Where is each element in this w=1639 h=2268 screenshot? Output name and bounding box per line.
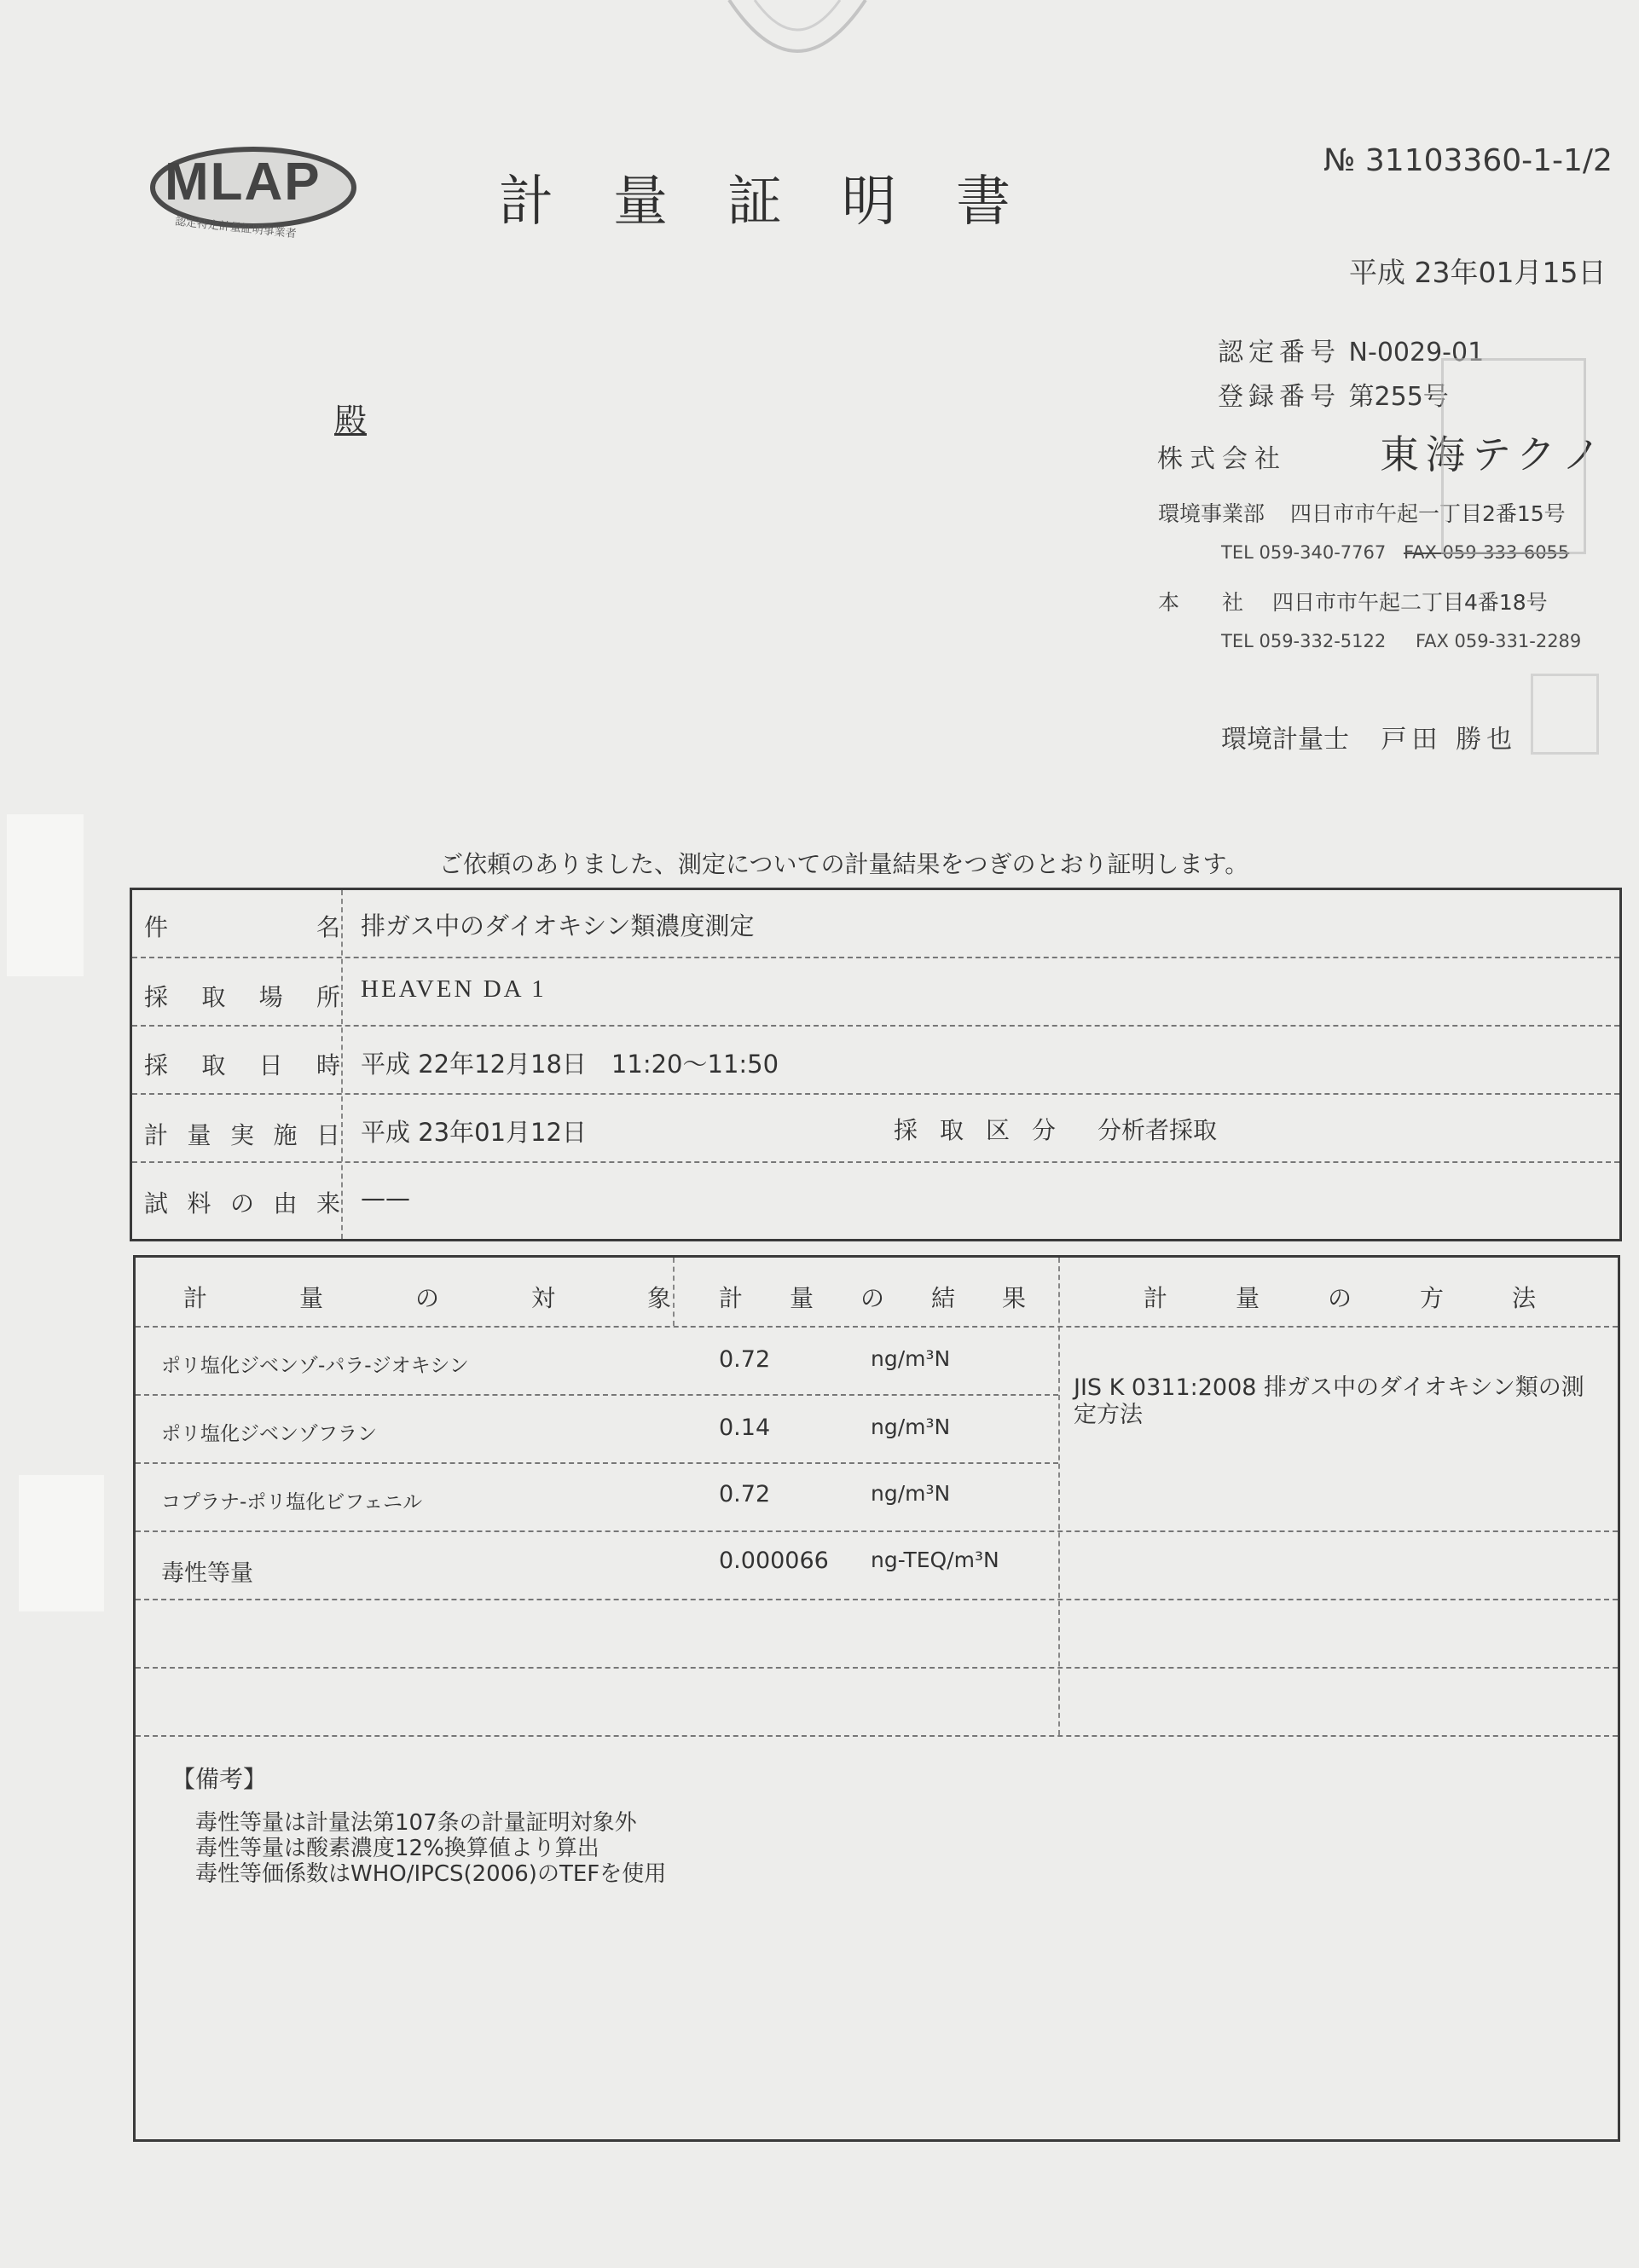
- header-result: 計量の結果: [719, 1284, 1026, 1312]
- result-target: コプラナ-ポリ塩化ビフェニル: [161, 1491, 423, 1513]
- company-seal: [1441, 358, 1586, 554]
- head-office-fax: FAX 059-331-2289: [1415, 631, 1582, 651]
- summary-row: [132, 1095, 1619, 1163]
- result-target: ポリ塩化ジベンゾ-パラ-ジオキシン: [161, 1355, 469, 1377]
- intro-text: ご依頼のありました、測定についての計量結果をつぎのとおり証明します。: [439, 850, 1249, 878]
- header-method: 計量の方法: [1144, 1284, 1536, 1312]
- paper-patch: [7, 814, 84, 976]
- registration-number-label: 登録番号: [1218, 382, 1341, 412]
- page-title: 計量証明書: [499, 171, 1070, 234]
- column-divider: [1058, 1258, 1060, 1735]
- addressee: 殿: [334, 402, 368, 439]
- summary-label: 試料の由来: [144, 1189, 340, 1218]
- row-divider: [136, 1599, 1618, 1600]
- summary-value: HEAVEN DA 1: [361, 975, 547, 1003]
- row-divider: [136, 1462, 1058, 1464]
- summary-label: 採取場所: [144, 983, 340, 1011]
- remarks-heading: 【備考】: [171, 1765, 268, 1793]
- result-unit: ng-TEQ/m³N: [871, 1548, 999, 1572]
- summary-value: 平成 23年01月12日: [361, 1118, 587, 1147]
- sampling-class-label: 採取区分: [894, 1116, 1056, 1144]
- remark-line: 毒性等価係数はWHO/IPCS(2006)のTEFを使用: [195, 1861, 667, 1887]
- company-name: 東海テクノ: [1380, 431, 1608, 477]
- result-value: 0.14: [719, 1415, 771, 1441]
- row-divider: [136, 1326, 1618, 1328]
- remark-line: 毒性等量は酸素濃度12%換算値より算出: [195, 1836, 599, 1861]
- summary-row: [132, 958, 1619, 1027]
- result-unit: ng/m³N: [871, 1415, 951, 1439]
- result-unit: ng/m³N: [871, 1346, 951, 1371]
- head-office-address: 四日市市午起二丁目4番18号: [1271, 590, 1548, 615]
- summary-value: ——: [361, 1183, 410, 1212]
- logo-caption: 認定特定計量証明事業者: [174, 215, 298, 241]
- result-target: 毒性等量: [161, 1560, 253, 1587]
- summary-row: [132, 890, 1619, 958]
- issue-date: 平成 23年01月15日: [1349, 256, 1607, 289]
- certificate-number-value: 31103360-1-1/2: [1364, 143, 1613, 178]
- result-value: 0.000066: [719, 1548, 829, 1574]
- summary-label: 件名: [144, 913, 340, 941]
- result-target: ポリ塩化ジベンゾフラン: [161, 1423, 377, 1445]
- measurer: [1221, 718, 1517, 755]
- row-divider: [136, 1667, 1618, 1669]
- row-divider: [136, 1735, 1618, 1737]
- logo-text: MLAP: [165, 153, 321, 211]
- punch-mark: [721, 0, 874, 77]
- row-divider: [136, 1394, 1058, 1396]
- env-dept-fax: FAX 059-333-6055: [1403, 542, 1570, 563]
- certificate-number-prefix: №: [1323, 143, 1356, 178]
- measurer-name: 戸田 勝也: [1381, 725, 1518, 755]
- head-office-tel: TEL 059-332-5122: [1221, 631, 1387, 651]
- registration-number: [1218, 375, 1449, 413]
- env-dept-address: 四日市市午起一丁目2番15号: [1289, 501, 1566, 526]
- summary-label: 計量実施日: [144, 1121, 340, 1149]
- head-office: [1158, 586, 1548, 616]
- head-office-contact: [1221, 631, 1581, 651]
- measurement-method: JIS K 0311:2008 排ガス中のダイオキシン類の測定方法: [1074, 1374, 1584, 1428]
- company-prefix: 株式会社: [1157, 444, 1287, 474]
- env-dept-label: 環境事業部: [1158, 501, 1265, 526]
- summary-row: [132, 1163, 1619, 1241]
- mlap-logo: [149, 143, 362, 246]
- summary-row: [132, 1027, 1619, 1095]
- summary-value: 平成 22年12月18日 11:20～11:50: [361, 1050, 779, 1079]
- summary-table: [130, 888, 1622, 1241]
- certificate-number: [1323, 143, 1613, 178]
- row-divider: [136, 1530, 1618, 1532]
- certification-number-value: N-0029-01: [1348, 338, 1485, 367]
- certification-number-label: 認定番号: [1218, 338, 1341, 367]
- result-unit: ng/m³N: [871, 1481, 951, 1506]
- registration-number-value: 第255号: [1348, 382, 1449, 412]
- sampling-class-value: 分析者採取: [1097, 1116, 1218, 1144]
- paper-patch: [19, 1475, 104, 1611]
- env-dept-tel: TEL 059-340-7767: [1221, 542, 1387, 563]
- result-value: 0.72: [719, 1346, 771, 1373]
- summary-label: 採取日時: [144, 1051, 340, 1079]
- remark-line: 毒性等量は計量法第107条の計量証明対象外: [195, 1810, 637, 1836]
- measurer-label: 環境計量士: [1221, 725, 1349, 755]
- personal-seal: [1531, 674, 1599, 755]
- head-office-label: 本 社: [1158, 590, 1244, 615]
- header-target: 計量の対象: [183, 1284, 671, 1312]
- results-table: [133, 1255, 1620, 2142]
- summary-value: 排ガス中のダイオキシン類濃度測定: [361, 911, 755, 940]
- column-divider: [673, 1258, 675, 1326]
- result-value: 0.72: [719, 1481, 771, 1507]
